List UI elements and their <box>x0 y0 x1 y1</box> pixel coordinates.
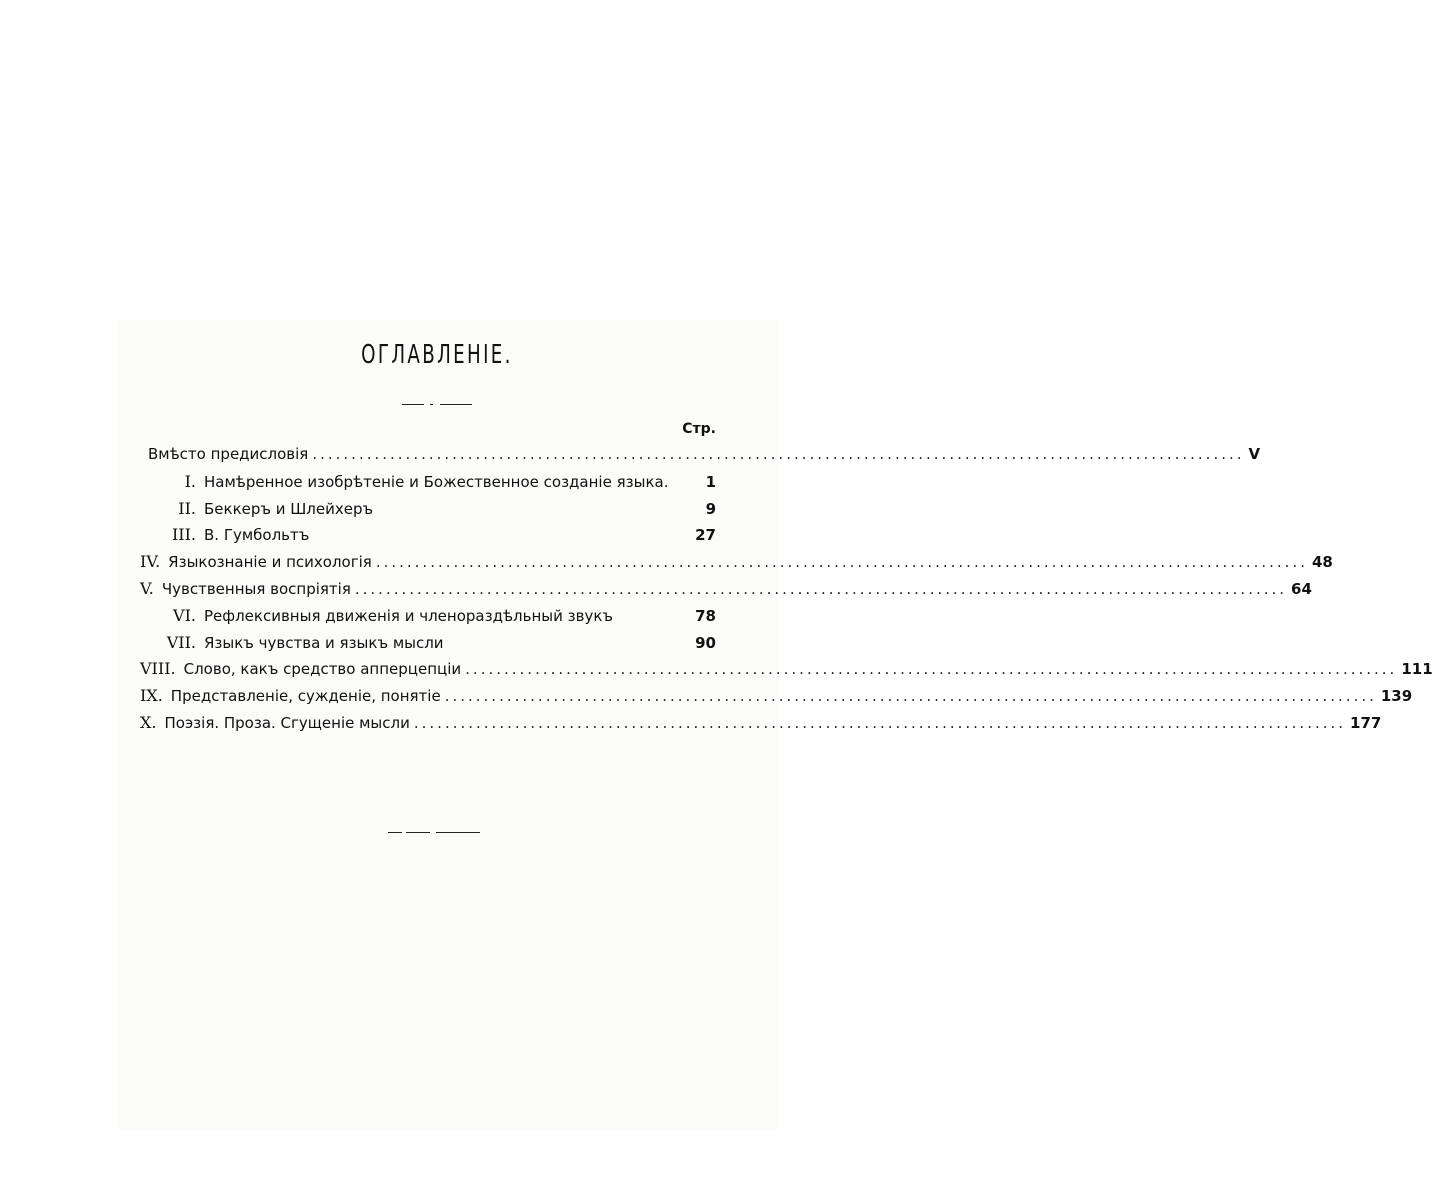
chapter-number: V. <box>140 579 154 598</box>
toc-row <box>140 686 1413 712</box>
chapter-title: Языкознаніе и психологія <box>168 553 372 572</box>
toc-row <box>140 525 716 551</box>
dot-leader: ........................................................................................................................ <box>444 687 1377 706</box>
chapter-title: Чувственныя воспріятія <box>161 580 351 598</box>
page-number: 9 <box>705 499 716 518</box>
toc-row <box>140 579 1312 605</box>
title-ornament-dot <box>430 404 433 405</box>
title-ornament-rule <box>440 404 472 405</box>
chapter-number: X. <box>140 713 157 732</box>
toc-row <box>140 552 1333 578</box>
toc-row <box>140 659 1433 685</box>
page-number: 78 <box>695 606 716 625</box>
chapter-number: IX. <box>140 686 163 706</box>
dot-leader: ........................................................................................................................ <box>375 553 1308 572</box>
page-number: 139 <box>1380 687 1413 706</box>
page-number: V <box>1248 445 1261 463</box>
closing-ornament-rule <box>388 832 402 833</box>
page-number: 64 <box>1291 580 1312 598</box>
chapter-number: IV. <box>140 552 161 572</box>
toc-row <box>140 713 1382 739</box>
page-column-header: Стр. <box>682 421 716 437</box>
closing-ornament-rule <box>436 832 480 833</box>
chapter-title: Вмѣсто предисловія <box>148 445 309 463</box>
chapter-title: В. Гумбольтъ <box>204 526 310 545</box>
page-number: 1 <box>705 472 716 491</box>
page-number: 90 <box>695 633 716 652</box>
closing-ornament-rule <box>406 832 430 833</box>
page-number: 111 <box>1401 660 1433 679</box>
chapter-number: VII. <box>166 632 196 652</box>
toc-row <box>140 633 716 659</box>
chapter-title: Языкъ чувства и языкъ мысли <box>204 633 444 652</box>
page-number: 27 <box>695 526 716 545</box>
chapter-number: III. <box>171 525 196 545</box>
page-number: 48 <box>1311 553 1333 572</box>
page-number: 177 <box>1350 714 1382 732</box>
chapter-title: Беккеръ и Шлейхеръ <box>204 499 374 518</box>
page-title: ОГЛАВЛЕНІЕ. <box>361 340 513 370</box>
chapter-number: II. <box>178 498 196 518</box>
chapter-title: Поэзія. Проза. Сгущеніе мысли <box>164 714 410 732</box>
toc-row <box>140 499 716 525</box>
toc-row <box>140 445 1261 471</box>
title-ornament-rule <box>402 404 424 405</box>
toc-row <box>140 606 716 632</box>
toc-row <box>140 472 716 498</box>
dot-leader: ........................................................................................................................ <box>354 580 1288 598</box>
dot-leader: ........................................................................................................................ <box>465 660 1398 679</box>
chapter-number: I. <box>184 471 196 491</box>
chapter-title: Представленіе, сужденіе, понятіе <box>170 687 441 706</box>
chapter-title: Слово, какъ средство апперцепціи <box>183 660 462 679</box>
chapter-title: Рефлексивныя движенія и членораздѣльный звукъ <box>204 606 613 625</box>
dot-leader: ........................................................................................................................ <box>413 714 1347 732</box>
chapter-number: VI. <box>173 605 196 625</box>
dot-leader: ........................................................................................................................ <box>312 445 1245 463</box>
chapter-title: Намѣренное изобрѣтеніе и Божественное созданіе языка. <box>204 472 669 491</box>
chapter-number: VIII. <box>140 659 176 679</box>
